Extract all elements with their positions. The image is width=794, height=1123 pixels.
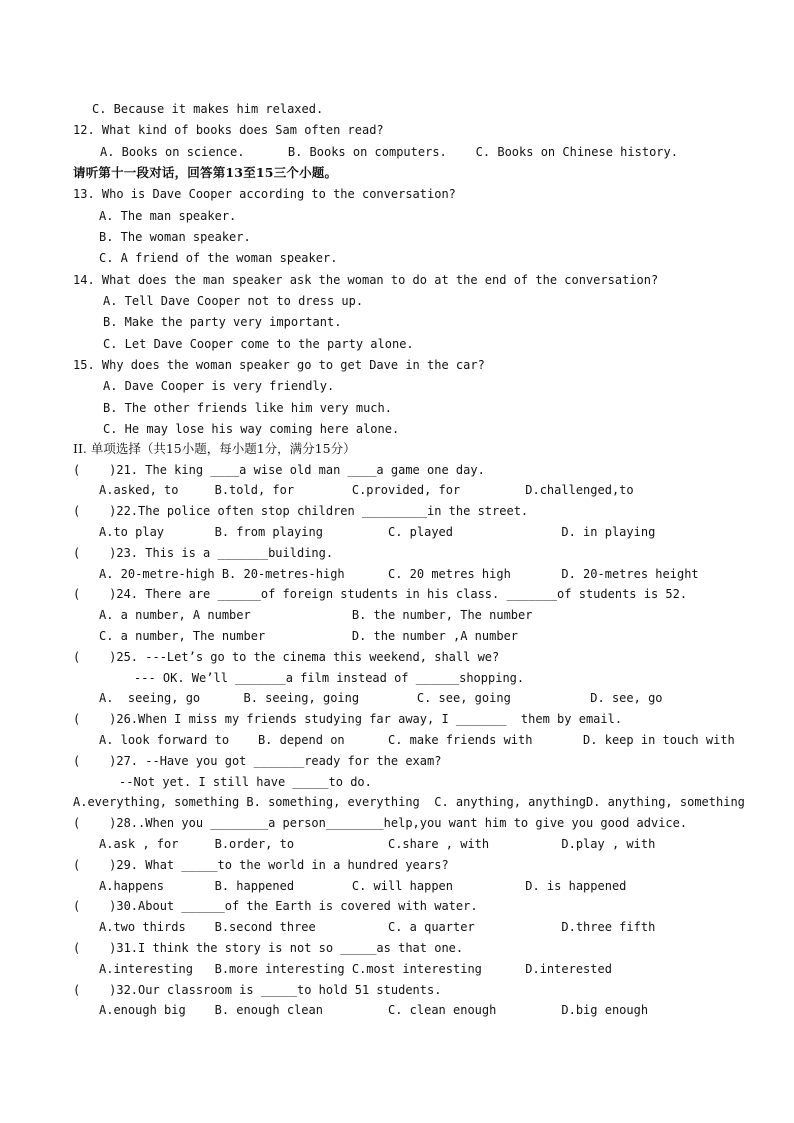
options-28: A.ask , for B.order, to C.share , with D.play , with (99, 837, 656, 851)
option-15a: A. Dave Cooper is very friendly. (103, 379, 335, 393)
listening-section-heading: 请听第十一段对话，回答第13至15三个小题。 (73, 165, 338, 180)
question-31: ( )31.I think the story is not so _____as that one. (73, 941, 464, 955)
option-14a: A. Tell Dave Cooper not to dress up. (103, 294, 364, 308)
question-14: 14. What does the man speaker ask the woman to do at the end of the conversation? (73, 273, 659, 287)
question-23: ( )23. This is a _______building. (73, 546, 334, 560)
options-29: A.happens B. happened C. will happen D. is happened (99, 879, 627, 893)
options-27: A.everything, something B. something, everything C. anything, anythingD. anything, something (73, 795, 745, 809)
option-15c: C. He may lose his way coming here alone. (103, 422, 400, 436)
question-32: ( )32.Our classroom is _____to hold 51 students. (73, 983, 442, 997)
options-24a: A. a number, A number B. the number, The number (99, 608, 533, 622)
options-31: A.interesting B.more interesting C.most interesting D.interested (99, 962, 612, 976)
option-14c: C. Let Dave Cooper come to the party alone. (103, 337, 414, 351)
question-21: ( )21. The king ____a wise old man ____a game one day. (73, 463, 485, 477)
options-30: A.two thirds B.second three C. a quarter D.three fifth (99, 920, 656, 934)
question-26: ( )26.When I miss my friends studying far away, I _______ them by email. (73, 712, 623, 726)
question-12: 12. What kind of books does Sam often read? (73, 123, 384, 137)
question-28: ( )28..When you ________a person________help,you want him to give you good advice. (73, 816, 688, 830)
options-21: A.asked, to B.told, for C.provided, for D.challenged,to (99, 483, 634, 497)
question-13: 13. Who is Dave Cooper according to the conversation? (73, 187, 456, 201)
options-22: A.to play B. from playing C. played D. in playing (99, 525, 656, 539)
option-13b: B. The woman speaker. (99, 230, 251, 244)
option-13c: C. A friend of the woman speaker. (99, 251, 338, 265)
question-25a: ( )25. ---Let’s go to the cinema this weekend, shall we? (73, 650, 500, 664)
question-27b: --Not yet. I still have _____to do. (119, 775, 372, 789)
option-14b: B. Make the party very important. (103, 315, 342, 329)
question-27a: ( )27. --Have you got _______ready for the exam? (73, 754, 442, 768)
options-25: A. seeing, go B. seeing, going C. see, going D. see, go (99, 691, 663, 705)
question-29: ( )29. What _____to the world in a hundred years? (73, 858, 449, 872)
options-12: A. Books on science. B. Books on computers. C. Books on Chinese history. (100, 145, 678, 159)
option-11c: C. Because it makes him relaxed. (92, 102, 324, 116)
question-24: ( )24. There are ______of foreign students in his class. _______of students is 52. (73, 587, 688, 601)
question-22: ( )22.The police often stop children _________in the street. (73, 504, 529, 518)
options-23: A. 20-metre-high B. 20-metres-high C. 20 metres high D. 20-metres height (99, 567, 699, 581)
options-24b: C. a number, The number D. the number ,A number (99, 629, 519, 643)
options-32: A.enough big B. enough clean C. clean enough D.big enough (99, 1003, 649, 1017)
option-13a: A. The man speaker. (99, 209, 237, 223)
section-2-heading: II. 单项选择（共15小题，每小题1分，满分15分） (73, 441, 356, 456)
options-26: A. look forward to B. depend on C. make friends with D. keep in touch with (99, 733, 735, 747)
question-15: 15. Why does the woman speaker go to get Dave in the car? (73, 358, 485, 372)
question-30: ( )30.About ______of the Earth is covered with water. (73, 899, 478, 913)
question-25b: --- OK. We’ll _______a film instead of ______shopping. (134, 671, 525, 685)
option-15b: B. The other friends like him very much. (103, 401, 392, 415)
